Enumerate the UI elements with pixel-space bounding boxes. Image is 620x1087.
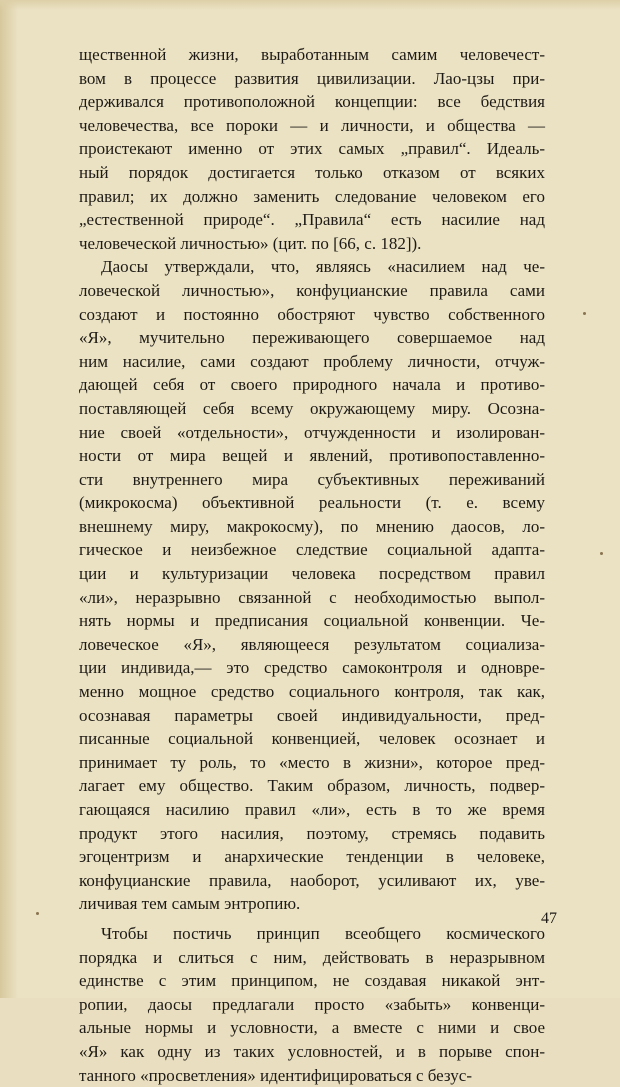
text-line: (микрокосма) объективной реальности (т. е. всему — [79, 493, 545, 513]
text-line: принимает ту роль, то «место в жизни», которое пред- — [79, 752, 545, 772]
text-line: личивая тем самым энтропию. — [79, 894, 301, 914]
text-line: ции и культуризации человека посредством правил — [79, 564, 545, 584]
text-line: ный порядок достигается только отказом от всяких — [79, 162, 545, 182]
text-line: держивался противоположной концепции: все бедствия — [79, 92, 545, 112]
text-line: лагает ему общество. Таким образом, личность, подвер- — [79, 776, 545, 796]
text-line: ловеческое «Я», являющееся результатом социализа- — [79, 634, 545, 654]
text-line: конфуцианские правила, наоборот, усиливают их, уве- — [79, 870, 545, 890]
text-line: поставляющей себя всему окружающему миру. Осозна- — [79, 398, 545, 418]
paragraph — [79, 43, 545, 255]
paper-speck — [600, 552, 603, 555]
text-line: осознавая параметры своей индивидуальности, пред- — [79, 705, 545, 725]
text-line: ности от мира вещей и явлений, противопоставленно- — [79, 446, 545, 466]
text-line: вом в процессе развития цивилизации. Лао-цзы при- — [79, 68, 545, 88]
page-top-shadow — [0, 0, 620, 10]
text-line: ним насилие, сами создают проблему личности, отчуж- — [79, 351, 545, 371]
page-number: 47 — [541, 910, 557, 927]
text-line: создают и постоянно обостряют чувство собственного — [79, 304, 545, 324]
body-text — [79, 43, 545, 1087]
text-line: писанные социальной конвенцией, человек осознает и — [79, 729, 545, 749]
text-line: ловеческой личностью», конфуцианские правила сами — [79, 280, 545, 300]
text-line: «Я», мучительно переживающего совершаемое над — [79, 328, 545, 348]
text-line: Даосы утверждали, что, являясь «насилием над че- — [101, 257, 545, 277]
text-line: человечества, все пороки — и личности, и общества — — [79, 115, 545, 135]
text-line: эгоцентризм и анархические тенденции в человеке, — [79, 847, 545, 867]
text-line: гическое и неизбежное следствие социальной адапта- — [79, 540, 545, 560]
text-line: щественной жизни, выработанным самим человечест- — [79, 45, 545, 64]
text-line: ции индивида,— это средство самоконтроля и одновре- — [79, 658, 545, 678]
text-line: „естественной природе“. „Правила“ есть насилие над — [79, 210, 545, 230]
text-line: альные нормы и условности, а вместе с ними и свое — [79, 1018, 545, 1038]
text-line: Чтобы постичь принцип всеобщего космического — [101, 923, 545, 943]
paper-speck — [583, 312, 586, 315]
paragraph — [79, 255, 545, 916]
text-line: дающей себя от своего природного начала и противо- — [79, 375, 545, 395]
text-line: танного «просветления» идентифицироваться с безус- — [79, 1065, 472, 1085]
text-line: ропии, даосы предлагали просто «забыть» конвенци- — [79, 994, 545, 1014]
page-edge-shadow — [0, 0, 18, 998]
text-line: нять нормы и предписания социальной конвенции. Че- — [79, 611, 545, 631]
text-line: гающаяся насилию правил «ли», есть в то же время — [79, 800, 545, 819]
text-line: «Я» как одну из таких условностей, и в порыве спон- — [79, 1041, 545, 1061]
text-line: порядка и слиться с ним, действовать в неразрывном — [79, 947, 545, 967]
text-line: проистекают именно от этих самых „правил“. Идеаль- — [79, 139, 545, 159]
text-line: ние своей «отдельности», отчужденности и изолирован- — [79, 422, 545, 442]
paper-speck — [36, 912, 39, 915]
text-line: сти внутреннего мира субъективных переживаний — [79, 469, 545, 489]
text-line: человеческой личностью» (цит. по [66, с. 182]). — [79, 233, 422, 253]
text-line: внешнему миру, макрокосму), по мнению даосов, ло- — [79, 516, 545, 536]
text-line: менно мощное средство социального контроля, так как, — [79, 682, 545, 702]
text-line: «ли», неразрывно связанной с необходимостью выпол- — [79, 587, 545, 607]
text-line: продукт этого насилия, поэтому, стремясь подавить — [79, 823, 545, 843]
text-line: единстве с этим принципом, не создавая никакой энт- — [79, 971, 545, 991]
text-line: правил; их должно заменить следование человеком его — [79, 186, 545, 206]
paragraph — [79, 922, 545, 1087]
